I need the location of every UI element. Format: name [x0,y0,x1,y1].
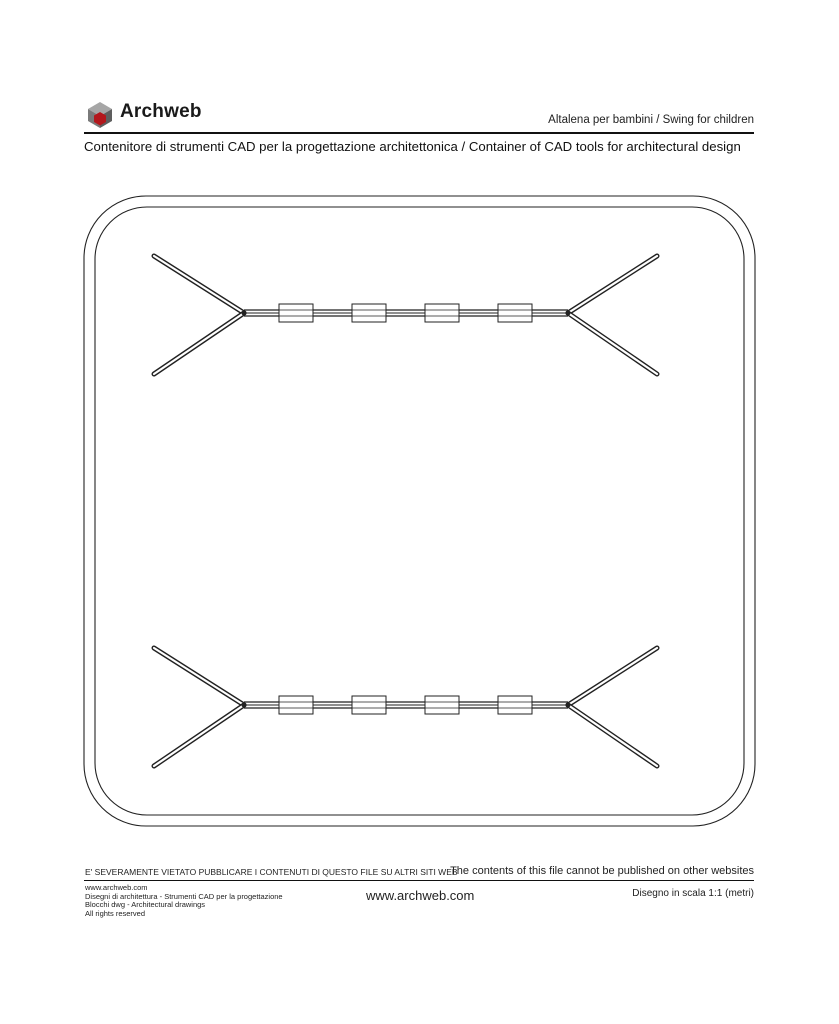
swing-joint [566,311,571,316]
footer-info-line: www.archweb.com [85,883,148,892]
swing-joint [566,703,571,708]
swing-seat [279,696,313,714]
footer-info-line: All rights reserved [85,909,146,919]
footer-warning-italian: E' SEVERAMENTE VIETATO PUBBLICARE I CONTENUTI DI QUESTO FILE SU ALTRI SITI WEB [85,867,458,877]
swing-seat [352,696,386,714]
footer-website-link[interactable]: www.archweb.com [366,888,475,903]
footer-warning-english: The contents of this file cannot be published on other websites [450,865,754,877]
page-subtitle: Contenitore di strumenti CAD per la progettazione architettonica / Container of CAD tools for architectural design [84,139,741,154]
swing-joint [242,311,247,316]
swing-seat [279,304,313,322]
swing-frame-bottom [154,648,657,766]
swing-seat [425,304,459,322]
swing-seat [498,304,532,322]
outer-boundary [84,196,755,826]
footer-info [85,884,283,919]
footer-divider [84,880,754,881]
inner-boundary [95,207,744,815]
swing-seat [352,304,386,322]
footer-info-line: Blocchi dwg - Architectural drawings [85,900,206,910]
drawing-title: Altalena per bambini / Swing for children [548,114,754,126]
footer-scale-note: Disegno in scala 1:1 (metri) [632,888,754,899]
footer-info-line: Disegni di architettura - Strumenti CAD per la progettazione [85,891,283,901]
brand-name: Archweb [120,101,202,122]
swing-seat [498,696,532,714]
swing-frame-top [154,256,657,374]
swing-joint [242,703,247,708]
swing-seat [425,696,459,714]
